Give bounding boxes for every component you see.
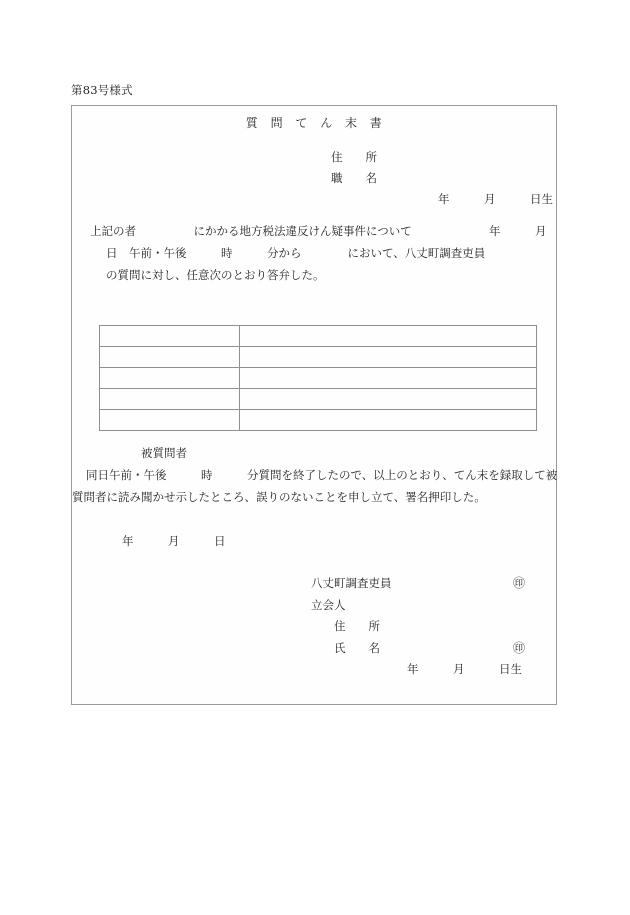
signature-officer-label: 八丈町調査吏員	[311, 576, 392, 590]
table-row	[100, 368, 537, 389]
table-row	[100, 410, 537, 431]
document-body	[72, 106, 556, 704]
table-cell-label[interactable]	[100, 410, 240, 431]
signature-witness-address-label: 住 所	[334, 619, 380, 633]
respondent-label: 被質問者	[141, 446, 187, 460]
form-number: 第83号様式	[71, 83, 133, 97]
table-cell-value[interactable]	[240, 326, 537, 347]
table-row	[100, 389, 537, 410]
closing-line-2: 質問者に読み聞かせ示したところ、誤りのないことを申し立て、署名押印した。	[72, 490, 486, 504]
table-cell-label[interactable]	[100, 326, 240, 347]
subject-address-label: 住 所	[331, 150, 377, 164]
table-cell-label[interactable]	[100, 368, 240, 389]
officer-seal-icon: ㊞	[513, 576, 526, 590]
table-row	[100, 326, 537, 347]
witness-name-seal-icon: ㊞	[513, 641, 526, 655]
table-cell-value[interactable]	[240, 368, 537, 389]
signature-witness-name-label: 氏 名	[334, 641, 380, 655]
body-line-2: 日 午前・午後 時 分から において、八丈町調査吏員	[106, 246, 486, 260]
table-cell-label[interactable]	[100, 389, 240, 410]
body-line-1: 上記の者 にかかる地方税法違反けん疑事件について	[90, 224, 412, 238]
subject-birth-date-line: 年 月 日生	[438, 192, 553, 206]
subject-job-title-label: 職 名	[331, 171, 377, 185]
table-cell-value[interactable]	[240, 389, 537, 410]
closing-line-1: 同日午前・午後 時 分質問を終了したので、以上のとおり、てん末を録取して被	[86, 468, 558, 482]
answer-table	[99, 325, 537, 431]
body-line-1-date: 年 月	[489, 224, 547, 238]
page-title: 質 問 て ん 末 書	[245, 116, 383, 130]
signature-witness-label: 立会人	[311, 598, 346, 612]
answer-table-body	[100, 326, 537, 431]
body-line-3: の質問に対し、任意次のとおり答弁した。	[106, 268, 325, 282]
document-frame	[71, 105, 557, 705]
table-cell-value[interactable]	[240, 347, 537, 368]
closing-date-line: 年 月 日	[122, 534, 226, 548]
table-row	[100, 347, 537, 368]
table-cell-label[interactable]	[100, 347, 240, 368]
table-cell-value[interactable]	[240, 410, 537, 431]
signature-witness-birth-line: 年 月 日生	[407, 662, 522, 676]
